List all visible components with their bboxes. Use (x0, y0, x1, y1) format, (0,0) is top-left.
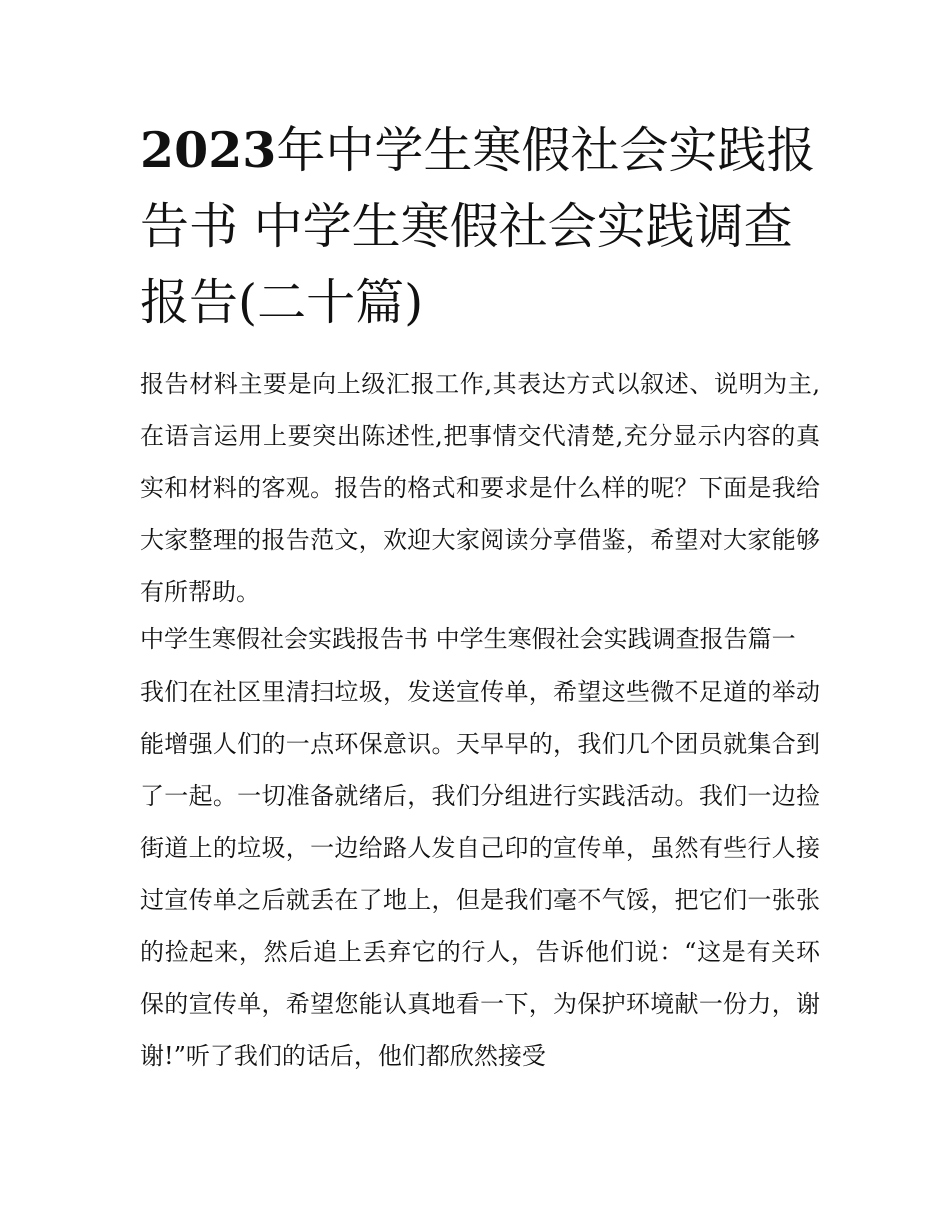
title-year: 2023 (140, 121, 277, 179)
intro-paragraph: 报告材料主要是向上级汇报工作,其表达方式以叙述、说明为主,在语言运用上要突出陈述性,把事情交代清楚,充分显示内容的真实和材料的客观。报告的格式和要求是什么样的呢？下面是我给大家整理的报告范文，欢迎大家阅读分享借鉴，希望对大家能够有所帮助。 (140, 370, 820, 606)
document-title (140, 112, 820, 341)
section-heading: 中学生寒假社会实践报告书 中学生寒假社会实践调查报告篇一 (140, 625, 796, 653)
document-body (140, 358, 820, 1082)
title-text: 年中学生寒假社会实践报告书 中学生寒假社会实践调查报告(二十篇) (140, 122, 816, 331)
section-paragraph: 我们在社区里清扫垃圾，发送宣传单，希望这些微不足道的举动能增强人们的一点环保意识。天早早的，我们几个团员就集合到了一起。一切准备就绪后，我们分组进行实践活动。我们一边捡街道上的垃圾，一边给路人发自己印的宣传单，虽然有些行人接过宣传单之后就丢在了地上，但是我们毫不气馁，把它们一张张的捡起来，然后追上丢弃它的行人，告诉他们说：“这是有关环保的宣传单，希望您能认真地看一下，为保护环境献一份力，谢谢!”听了我们的话后，他们都欣然接受 (140, 678, 820, 1070)
